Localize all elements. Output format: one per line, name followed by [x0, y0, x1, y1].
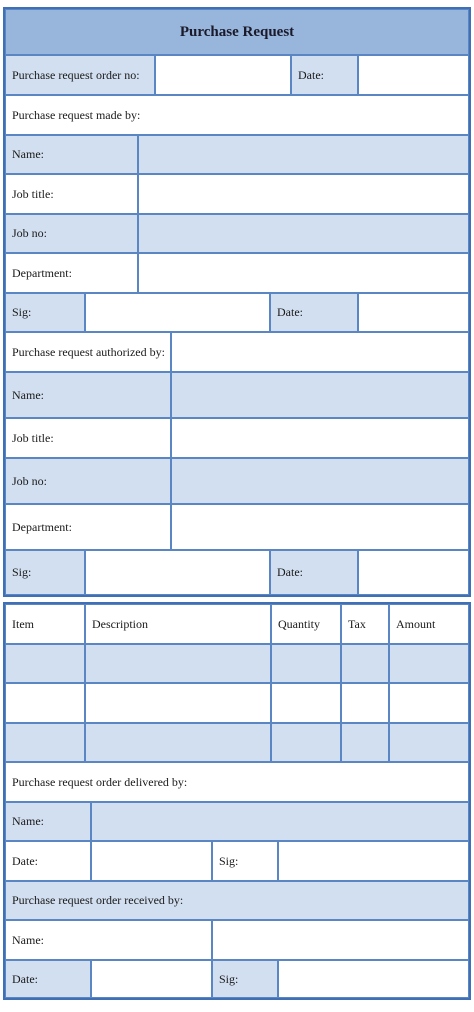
amount-cell[interactable] [389, 683, 469, 723]
order-no-field[interactable] [155, 55, 291, 95]
delivered-by-heading: Purchase request order delivered by: [5, 762, 469, 802]
made-by-job-no-field[interactable] [138, 214, 469, 253]
made-by-job-title-field[interactable] [138, 174, 469, 214]
authorized-by-job-no-field[interactable] [171, 458, 469, 504]
quantity-cell[interactable] [271, 723, 341, 762]
made-by-sig-label: Sig: [5, 293, 85, 332]
made-by-sig-field[interactable] [85, 293, 270, 332]
tax-cell[interactable] [341, 644, 389, 683]
authorized-by-heading: Purchase request authorized by: [5, 332, 171, 372]
authorized-by-date-label: Date: [270, 550, 358, 595]
amount-cell[interactable] [389, 644, 469, 683]
description-cell[interactable] [85, 723, 271, 762]
made-by-department-field[interactable] [138, 253, 469, 293]
item-cell[interactable] [5, 723, 85, 762]
description-cell[interactable] [85, 683, 271, 723]
col-header-quantity: Quantity [271, 604, 341, 644]
authorized-by-department-field[interactable] [171, 504, 469, 550]
made-by-job-no-label: Job no: [5, 214, 138, 253]
delivered-by-sig-label: Sig: [212, 841, 278, 881]
col-header-description: Description [85, 604, 271, 644]
made-by-name-field[interactable] [138, 135, 469, 174]
authorized-by-name-label: Name: [5, 372, 171, 418]
quantity-cell[interactable] [271, 644, 341, 683]
received-by-date-label: Date: [5, 960, 91, 998]
made-by-department-label: Department: [5, 253, 138, 293]
made-by-name-label: Name: [5, 135, 138, 174]
authorized-by-department-label: Department: [5, 504, 171, 550]
quantity-cell[interactable] [271, 683, 341, 723]
received-by-sig-field[interactable] [278, 960, 469, 998]
authorized-by-field[interactable] [171, 332, 469, 372]
tax-cell[interactable] [341, 723, 389, 762]
item-cell[interactable] [5, 683, 85, 723]
authorized-by-job-title-label: Job title: [5, 418, 171, 458]
col-header-tax: Tax [341, 604, 389, 644]
delivered-by-date-label: Date: [5, 841, 91, 881]
authorized-by-sig-label: Sig: [5, 550, 85, 595]
order-date-field[interactable] [358, 55, 469, 95]
authorized-by-job-no-label: Job no: [5, 458, 171, 504]
delivered-by-sig-field[interactable] [278, 841, 469, 881]
tax-cell[interactable] [341, 683, 389, 723]
description-cell[interactable] [85, 644, 271, 683]
received-by-name-field[interactable] [212, 920, 469, 960]
order-date-label: Date: [291, 55, 358, 95]
received-by-sig-label: Sig: [212, 960, 278, 998]
made-by-heading: Purchase request made by: [5, 95, 469, 135]
made-by-job-title-label: Job title: [5, 174, 138, 214]
col-header-item: Item [5, 604, 85, 644]
form-title: Purchase Request [5, 9, 469, 55]
delivered-by-name-field[interactable] [91, 802, 469, 841]
authorized-by-name-field[interactable] [171, 372, 469, 418]
received-by-heading: Purchase request order received by: [5, 881, 469, 920]
authorized-by-sig-field[interactable] [85, 550, 270, 595]
received-by-name-label: Name: [5, 920, 212, 960]
made-by-date-field[interactable] [358, 293, 469, 332]
item-cell[interactable] [5, 644, 85, 683]
received-by-date-field[interactable] [91, 960, 212, 998]
amount-cell[interactable] [389, 723, 469, 762]
made-by-date-label: Date: [270, 293, 358, 332]
delivered-by-name-label: Name: [5, 802, 91, 841]
col-header-amount: Amount [389, 604, 469, 644]
order-no-label: Purchase request order no: [5, 55, 155, 95]
delivered-by-date-field[interactable] [91, 841, 212, 881]
authorized-by-job-title-field[interactable] [171, 418, 469, 458]
authorized-by-date-field[interactable] [358, 550, 469, 595]
